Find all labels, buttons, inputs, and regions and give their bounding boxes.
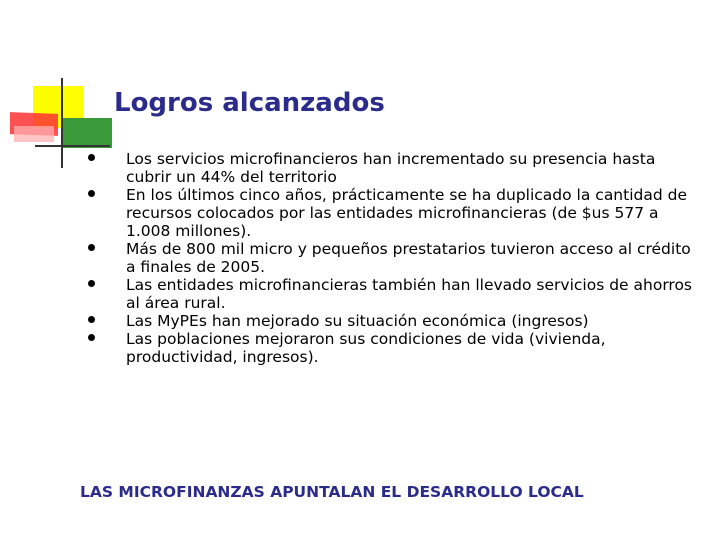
bullet-icon bbox=[88, 244, 95, 251]
bullet-icon bbox=[88, 316, 95, 323]
list-item bbox=[82, 186, 692, 240]
bullet-text: Las poblaciones mejoraron sus condiciones de vida (vivienda, productividad, ingresos). bbox=[126, 330, 606, 366]
bullet-list bbox=[82, 150, 692, 366]
bullet-text: Más de 800 mil micro y pequeños prestatarios tuvieron acceso al crédito a finales de 2005. bbox=[126, 240, 691, 276]
slide-footer-caption: LAS MICROFINANZAS APUNTALAN EL DESARROLLO LOCAL bbox=[80, 483, 584, 501]
horizontal-divider-line bbox=[35, 145, 110, 147]
bullet-icon bbox=[88, 334, 95, 341]
bullet-text: Las entidades microfinancieras también han llevado servicios de ahorros al área rural. bbox=[126, 276, 693, 312]
list-item bbox=[82, 276, 692, 312]
list-item bbox=[82, 150, 692, 186]
bullet-text: En los últimos cinco años, prácticamente se ha duplicado la cantidad de recursos colocados por las entidades microfinancieras (de $us 577 a 1.008 millones). bbox=[126, 186, 687, 240]
decorative-logo-graphic bbox=[0, 0, 110, 170]
list-item bbox=[82, 312, 692, 330]
bullet-icon bbox=[88, 190, 95, 197]
bullet-icon bbox=[88, 154, 95, 161]
pink-bar-shape bbox=[14, 126, 54, 142]
green-square-shape bbox=[62, 118, 112, 148]
bullet-text: Las MyPEs han mejorado su situación económica (ingresos) bbox=[126, 312, 589, 330]
bullet-icon bbox=[88, 280, 95, 287]
list-item bbox=[82, 330, 692, 366]
list-item bbox=[82, 240, 692, 276]
bullet-text: Los servicios microfinancieros han incrementado su presencia hasta cubrir un 44% del territorio bbox=[126, 150, 656, 186]
slide-title: Logros alcanzados bbox=[114, 88, 385, 118]
vertical-divider-line bbox=[61, 78, 63, 168]
